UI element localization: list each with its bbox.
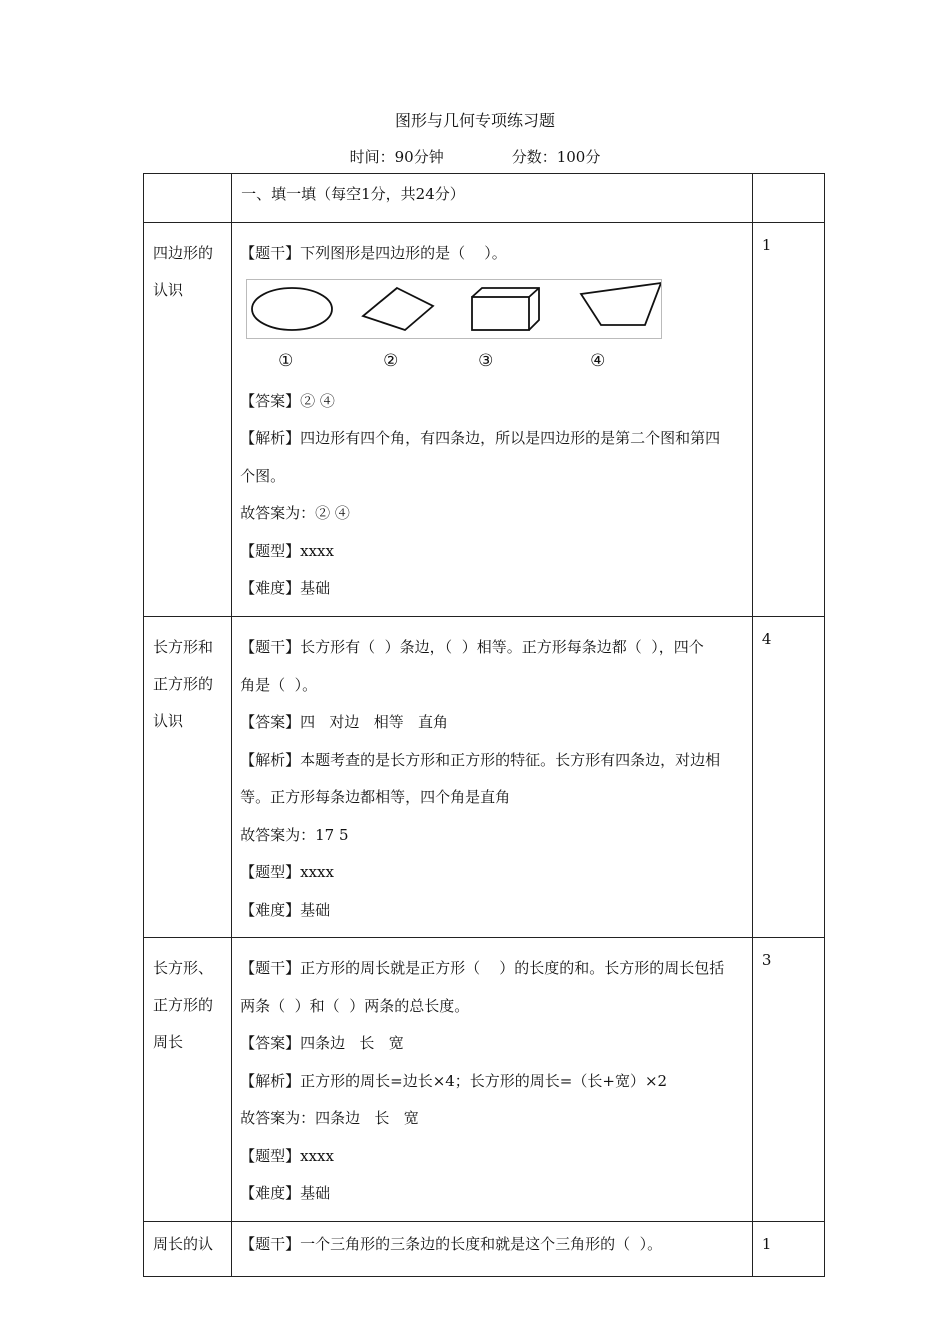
header-blank-score [752,174,824,223]
shape-label: ② [383,350,399,371]
question-stem: 【题干】下列图形是四边形的是（ ）。 [240,244,507,262]
answer: 【答案】② ④ [240,391,335,410]
score-cell: 1 [752,223,824,617]
shape-number-labels [240,351,746,383]
analysis-continued: 等。正方形每条边都相等，四个角是直角 [240,788,511,806]
final-answer: 故答案为：四条边 长 宽 [240,1109,419,1127]
section-label: 一、填一填（每空1分，共24分） [232,174,753,223]
answer: 【答案】四条边 长 宽 [240,1034,404,1052]
section-header-row [144,174,825,223]
time-limit: 时间：90分钟 [349,148,444,166]
question-row [144,1221,825,1276]
rhombus-shape [363,288,433,330]
cuboid-shape [472,288,539,330]
category-cell: 长方形、正方形的周长 [144,938,232,1222]
analysis-continued: 个图。 [240,466,286,485]
category-cell: 周长的认 [144,1221,232,1276]
total-score: 分数：100分 [511,148,601,166]
question-content [232,223,753,617]
question-table [143,173,825,1277]
shape-label: ③ [478,350,494,371]
final-answer: 故答案为：② ④ [240,504,350,522]
answer: 【答案】四 对边 相等 直角 [240,713,449,731]
question-type: 【题型】xxxx [240,1146,334,1165]
header-blank-cell [144,174,232,223]
page-title: 图形与几何专项练习题 [394,111,555,130]
question-row [144,938,825,1222]
shape-label: ④ [590,350,606,371]
ellipse-shape [252,288,332,330]
category-cell: 长方形和正方形的认识 [144,617,232,938]
question-stem: 【题干】正方形的周长就是正方形（ ）的长度的和。长方形的周长包括 [240,959,725,977]
difficulty: 【难度】基础 [240,900,331,919]
trapezoid-shape [581,283,661,325]
exam-meta [0,146,950,167]
shape-label: ① [278,350,294,371]
question-stem: 【题干】长方形有（ ）条边，（ ）相等。正方形每条边都（ ），四个 [240,638,704,656]
analysis: 【解析】四边形有四个角，有四条边，所以是四边形的是第二个图和第四 [240,429,721,447]
question-row [144,223,825,617]
question-stem-continued: 两条（ ）和（ ）两条的总长度。 [240,996,470,1015]
question-stem: 【题干】一个三角形的三条边的长度和就是这个三角形的（ ）。 [240,1234,663,1253]
category-cell: 四边形的认识 [144,223,232,617]
score-cell: 1 [752,1221,824,1276]
shapes-figure [246,279,662,339]
analysis: 【解析】本题考查的是长方形和正方形的特征。长方形有四条边，对边相 [240,750,721,769]
question-type: 【题型】xxxx [240,541,334,560]
difficulty: 【难度】基础 [240,579,331,597]
score-cell: 3 [752,938,824,1222]
question-content [232,938,753,1222]
score-cell: 4 [752,617,824,938]
final-answer: 故答案为：17 5 [240,825,349,844]
analysis: 【解析】正方形的周长=边长×4；长方形的周长=（长+宽）×2 [240,1071,668,1090]
question-stem-continued: 角是（ ）。 [240,675,318,694]
question-row [144,617,825,938]
difficulty: 【难度】基础 [240,1184,331,1202]
question-content [232,1221,753,1276]
question-content [232,617,753,938]
question-type: 【题型】xxxx [240,863,334,881]
